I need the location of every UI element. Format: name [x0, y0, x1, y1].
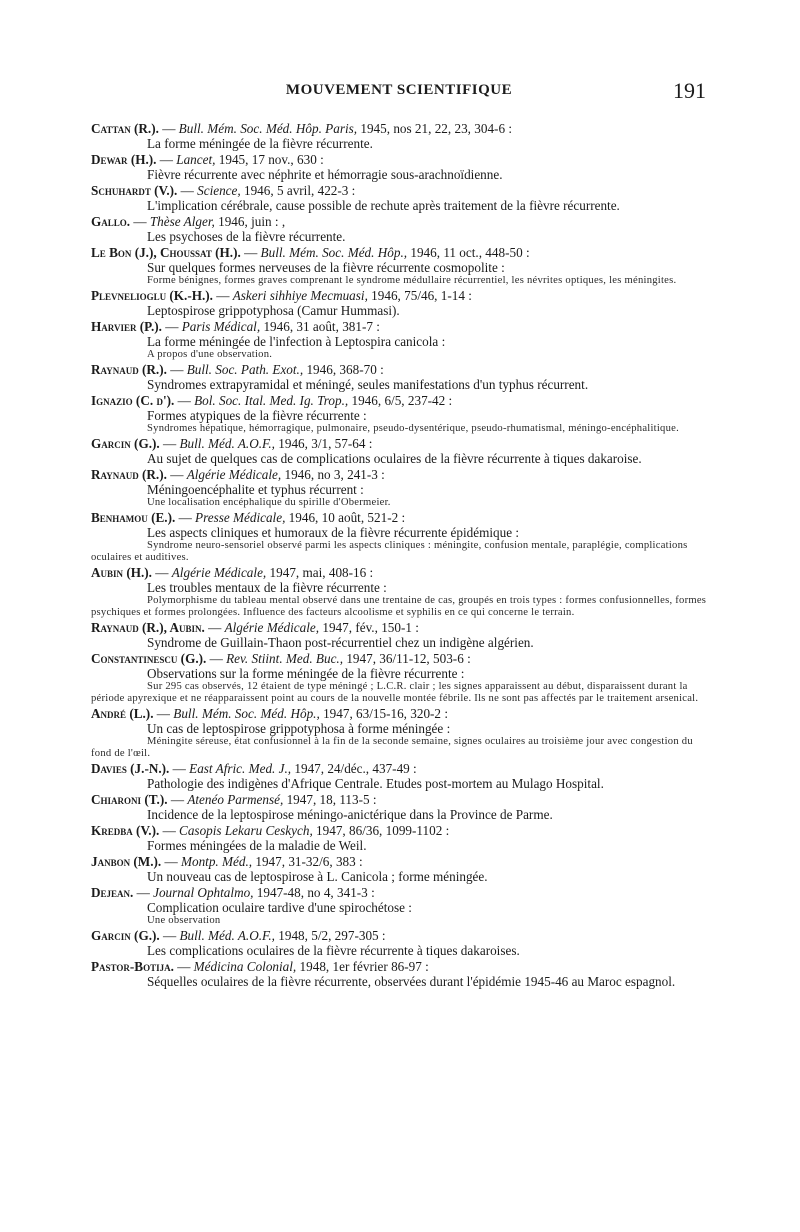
entry-citation: Raynaud (R.), Aubin. — Algérie Médicale, 1947, fév., 150-1 :: [91, 620, 419, 635]
entry-source: East Afric. Med. J.,: [189, 761, 292, 776]
entry-author: Ignazio (C. d').: [91, 393, 175, 408]
entry-details: 1947, 63/15-16, 320-2 :: [323, 706, 448, 721]
entry-source: Rev. Stiint. Med. Buc.,: [226, 651, 344, 666]
entry-author: Harvier (P.).: [91, 319, 162, 334]
entry-details: 1947, 86/36, 1099-1102 :: [316, 823, 450, 838]
entry-title: Les psychoses de la fièvre récurrente.: [147, 229, 346, 244]
entry-author: Janbon (M.).: [91, 854, 162, 869]
entry-source: Bull. Méd. A.O.F.,: [179, 928, 275, 943]
entry-author: Le Bon (J.), Choussat (H.).: [91, 245, 241, 260]
entry-source: Journal Ophtalmo,: [153, 885, 254, 900]
bibliography-entry: [91, 792, 715, 822]
bibliography-entry: [91, 183, 715, 213]
bibliography-entry: [91, 393, 715, 435]
entry-title: Les troubles mentaux de la fièvre récurrente :: [147, 580, 387, 595]
entry-citation: Garcin (G.). — Bull. Méd. A.O.F., 1946, 3/1, 57-64 :: [91, 436, 373, 451]
entry-citation: Dejean. — Journal Ophtalmo, 1947-48, no 4, 341-3 :: [91, 885, 375, 900]
entry-source: Bull. Mém. Soc. Méd. Hôp.,: [173, 706, 320, 721]
entry-title: Un cas de leptospirose grippotyphosa à forme méningée :: [147, 721, 451, 736]
entry-author: Raynaud (R.).: [91, 362, 167, 377]
entry-source: Casopis Lekaru Ceskych,: [179, 823, 313, 838]
bibliography-entry: [91, 854, 715, 884]
entry-title: La forme méningée de la fièvre récurrente.: [147, 136, 373, 151]
entry-title: Sur quelques formes nerveuses de la fièvre récurrente cosmopolite :: [147, 260, 505, 275]
entry-citation: Davies (J.-N.). — East Afric. Med. J., 1947, 24/déc., 437-49 :: [91, 761, 417, 776]
entry-title: Pathologie des indigènes d'Afrique Centrale. Etudes post-mortem au Mulago Hospital.: [147, 776, 604, 791]
running-title: MOUVEMENT SCIENTIFIQUE: [285, 82, 513, 98]
entry-citation: André (L.). — Bull. Mém. Soc. Méd. Hôp., 1947, 63/15-16, 320-2 :: [91, 706, 448, 721]
entry-abstract: Syndrome neuro-sensoriel observé parmi les aspects cliniques : méningite, confusion mentale, paraplégie, complications oculaires et auditives.: [91, 540, 688, 563]
entry-details: 1946, 31 août, 381-7 :: [263, 319, 380, 334]
entry-author: Pastor-Botija.: [91, 959, 174, 974]
entry-citation: Janbon (M.). — Montp. Méd., 1947, 31-32/6, 383 :: [91, 854, 363, 869]
entry-author: Kredba (V.).: [91, 823, 160, 838]
bibliography-entry: [91, 121, 715, 151]
entry-source: Science,: [197, 183, 241, 198]
entry-author: Garcin (G.).: [91, 436, 160, 451]
entry-source: Bol. Soc. Ital. Med. Ig. Trop.,: [194, 393, 349, 408]
entry-author: Garcin (G.).: [91, 928, 160, 943]
entry-details: 1945, nos 21, 22, 23, 304-6 :: [360, 121, 512, 136]
entry-details: 1946, 368-70 :: [306, 362, 384, 377]
bibliography-entry: [91, 706, 715, 760]
entry-source: Presse Médicale,: [195, 510, 286, 525]
entry-title: Incidence de la leptospirose méningo-anictérique dans la Province de Parme.: [147, 807, 553, 822]
entry-citation: Raynaud (R.). — Algérie Médicale, 1946, no 3, 241-3 :: [91, 467, 385, 482]
entry-source: Bull. Méd. A.O.F.,: [179, 436, 275, 451]
entry-abstract: Sur 295 cas observés, 12 étaient de type méningé ; L.C.R. clair ; les signes apparaissent au début, disparaissent durant la période apyrexique et ne réapparaissent point au cours de la nouvelle montée fébrile. Ils ne sont pas affectés par le traitement arsenical.: [91, 681, 699, 704]
bibliography-entry: [91, 651, 715, 705]
bibliography-entry: [91, 885, 715, 927]
entry-citation: Aubin (H.). — Algérie Médicale, 1947, mai, 408-16 :: [91, 565, 374, 580]
entry-source: Bull. Mém. Soc. Méd. Hôp.,: [260, 245, 408, 260]
entry-abstract: Syndromes hépatique, hémorragique, pulmonaire, pseudo-dysentérique, pseudo-rhumatismal, méningo-encéphalitique.: [147, 423, 679, 434]
entry-citation: Le Bon (J.), Choussat (H.). — Bull. Mém. Soc. Méd. Hôp., 1946, 11 oct., 448-50 :: [91, 245, 530, 260]
bibliography-entry: [91, 288, 715, 318]
entry-author: Schuhardt (V.).: [91, 183, 178, 198]
bibliography-entry: [91, 214, 715, 244]
entry-author: Chiaroni (T.).: [91, 792, 168, 807]
entry-citation: Schuhardt (V.). — Science, 1946, 5 avril, 422-3 :: [91, 183, 356, 198]
entry-details: 1946, 11 oct., 448-50 :: [410, 245, 530, 260]
entry-title: Syndrome de Guillain-Thaon post-récurrentiel chez un indigène algérien.: [147, 635, 534, 650]
bibliography-entry: [91, 152, 715, 182]
entry-details: 1948, 1er février 86-97 :: [299, 959, 429, 974]
entry-source: Atenéo Parmensé,: [187, 792, 284, 807]
entry-title: Méningoencéphalite et typhus récurrent :: [147, 482, 364, 497]
entry-title: Leptospirose grippotyphosa (Camur Hummasi).: [147, 303, 400, 318]
entry-source: Askeri sihhiye Mecmuasi,: [232, 288, 368, 303]
entry-details: 1946, 6/5, 237-42 :: [351, 393, 453, 408]
entry-details: 1946, 10 août, 521-2 :: [288, 510, 406, 525]
bibliography-entry: [91, 565, 715, 619]
bibliography-entry: [91, 510, 715, 564]
entry-abstract: Une localisation encéphalique du spirille d'Obermeier.: [147, 497, 391, 508]
entry-title: Un nouveau cas de leptospirose à L. Canicola ; forme méningée.: [147, 869, 488, 884]
entry-author: Raynaud (R.).: [91, 467, 167, 482]
entry-citation: Raynaud (R.). — Bull. Soc. Path. Exot., 1946, 368-70 :: [91, 362, 384, 377]
entry-author: Benhamou (E.).: [91, 510, 176, 525]
entry-details: 1947, 24/déc., 437-49 :: [294, 761, 417, 776]
entry-author: André (L.).: [91, 706, 154, 721]
entry-author: Aubin (H.).: [91, 565, 152, 580]
bibliography-entry: [91, 245, 715, 287]
page-header: [92, 78, 706, 108]
entry-title: Fièvre récurrente avec néphrite et hémorragie sous-arachnoïdienne.: [147, 167, 503, 182]
entry-title: Au sujet de quelques cas de complications oculaires de la fièvre récurrente à tiques dakaroise.: [147, 451, 642, 466]
entry-title: Formes méningées de la maladie de Weil.: [147, 838, 367, 853]
entry-abstract: A propos d'une observation.: [147, 349, 273, 360]
entry-title: Les complications oculaires de la fièvre récurrente à tiques dakaroises.: [147, 943, 520, 958]
entry-abstract: Une observation: [147, 915, 221, 926]
entry-details: 1947, fév., 150-1 :: [322, 620, 419, 635]
bibliography-list: [91, 121, 715, 990]
page-number: 191: [673, 78, 706, 103]
entry-source: Médicina Colonial,: [193, 959, 297, 974]
bibliography-entry: [91, 436, 715, 466]
entry-details: 1947, 36/11-12, 503-6 :: [346, 651, 471, 666]
entry-citation: Kredba (V.). — Casopis Lekaru Ceskych, 1947, 86/36, 1099-1102 :: [91, 823, 450, 838]
entry-details: 1948, 5/2, 297-305 :: [278, 928, 386, 943]
entry-author: Cattan (R.).: [91, 121, 159, 136]
bibliography-entry: [91, 467, 715, 509]
entry-author: Dejean.: [91, 885, 134, 900]
entry-title: Formes atypiques de la fièvre récurrente :: [147, 408, 367, 423]
entry-details: 1946, 5 avril, 422-3 :: [243, 183, 356, 198]
entry-details: 1947, 18, 113-5 :: [286, 792, 377, 807]
entry-abstract: Polymorphisme du tableau mental observé dans une trentaine de cas, groupés en trois types : formes confusionnelles, formes psychiques et formes prolongées. Influence des facteurs alcoolisme et syphilis en ce qui concerne le terrain.: [91, 595, 707, 618]
bibliography-entry: [91, 319, 715, 361]
entry-source: Thèse Alger,: [149, 214, 215, 229]
entry-title: La forme méningée de l'infection à Leptospira canicola :: [147, 334, 446, 349]
entry-source: Montp. Méd.,: [181, 854, 253, 869]
entry-title: L'implication cérébrale, cause possible de rechute après traitement de la fièvre récurrente.: [147, 198, 620, 213]
entry-source: Algérie Médicale,: [171, 565, 267, 580]
entry-author: Raynaud (R.), Aubin.: [91, 620, 205, 635]
entry-citation: Plevnelioglu (K.-H.). — Askeri sihhiye Mecmuasi, 1946, 75/46, 1-14 :: [91, 288, 472, 303]
entry-source: Bull. Soc. Path. Exot.,: [186, 362, 304, 377]
entry-citation: Chiaroni (T.). — Atenéo Parmensé, 1947, 18, 113-5 :: [91, 792, 377, 807]
entry-source: Bull. Mém. Soc. Méd. Hôp. Paris,: [178, 121, 358, 136]
entry-author: Davies (J.-N.).: [91, 761, 170, 776]
entry-title: Séquelles oculaires de la fièvre récurrente, observées durant l'épidémie 1945-46 au Maroc espagnol.: [147, 974, 676, 989]
entry-details: 1946, no 3, 241-3 :: [284, 467, 385, 482]
entry-details: 1946, 75/46, 1-14 :: [371, 288, 472, 303]
entry-citation: Cattan (R.). — Bull. Mém. Soc. Méd. Hôp. Paris, 1945, nos 21, 22, 23, 304-6 :: [91, 121, 512, 136]
entry-citation: Harvier (P.). — Paris Médical, 1946, 31 août, 381-7 :: [91, 319, 380, 334]
entry-details: 1947-48, no 4, 341-3 :: [256, 885, 375, 900]
entry-author: Gallo.: [91, 214, 131, 229]
entry-citation: Garcin (G.). — Bull. Méd. A.O.F., 1948, 5/2, 297-305 :: [91, 928, 386, 943]
entry-citation: Ignazio (C. d'). — Bol. Soc. Ital. Med. Ig. Trop., 1946, 6/5, 237-42 :: [91, 393, 453, 408]
entry-details: 1946, juin : ,: [218, 214, 286, 229]
entry-author: Dewar (H.).: [91, 152, 157, 167]
entry-title: Les aspects cliniques et humoraux de la fièvre récurrente épidémique :: [147, 525, 520, 540]
entry-author: Plevnelioglu (K.-H.).: [91, 288, 213, 303]
entry-source: Paris Médical,: [181, 319, 261, 334]
entry-citation: Gallo. — Thèse Alger, 1946, juin : ,: [91, 214, 286, 229]
bibliography-entry: [91, 362, 715, 392]
entry-title: Syndromes extrapyramidal et méningé, seules manifestations d'un typhus récurrent.: [147, 377, 589, 392]
entry-details: 1947, mai, 408-16 :: [269, 565, 374, 580]
entry-citation: Dewar (H.). — Lancet, 1945, 17 nov., 630 :: [91, 152, 324, 167]
bibliography-entry: [91, 761, 715, 791]
entry-title: Observations sur la forme méningée de la fièvre récurrente :: [147, 666, 465, 681]
entry-details: 1945, 17 nov., 630 :: [218, 152, 324, 167]
entry-citation: Constantinescu (G.). — Rev. Stiint. Med. Buc., 1947, 36/11-12, 503-6 :: [91, 651, 471, 666]
bibliography-entry: [91, 928, 715, 958]
bibliography-entry: [91, 959, 715, 989]
entry-abstract: Méningite séreuse, état confusionnel à la fin de la seconde semaine, signes oculaires au troisième jour avec congestion du fond de l'œil.: [91, 736, 693, 759]
entry-source: Algérie Médicale,: [224, 620, 320, 635]
entry-citation: Benhamou (E.). — Presse Médicale, 1946, 10 août, 521-2 :: [91, 510, 406, 525]
entry-details: 1946, 3/1, 57-64 :: [278, 436, 373, 451]
entry-details: 1947, 31-32/6, 383 :: [255, 854, 363, 869]
entry-source: Lancet,: [176, 152, 216, 167]
bibliography-entry: [91, 823, 715, 853]
entry-citation: Pastor-Botija. — Médicina Colonial, 1948, 1er février 86-97 :: [91, 959, 429, 974]
entry-title: Complication oculaire tardive d'une spirochétose :: [147, 900, 412, 915]
bibliography-entry: [91, 620, 715, 650]
entry-author: Constantinescu (G.).: [91, 651, 207, 666]
entry-source: Algérie Médicale,: [186, 467, 282, 482]
entry-abstract: Forme bénignes, formes graves comprenant le syndrome médullaire récurrentiel, les névrites optiques, les méningites.: [147, 275, 677, 286]
